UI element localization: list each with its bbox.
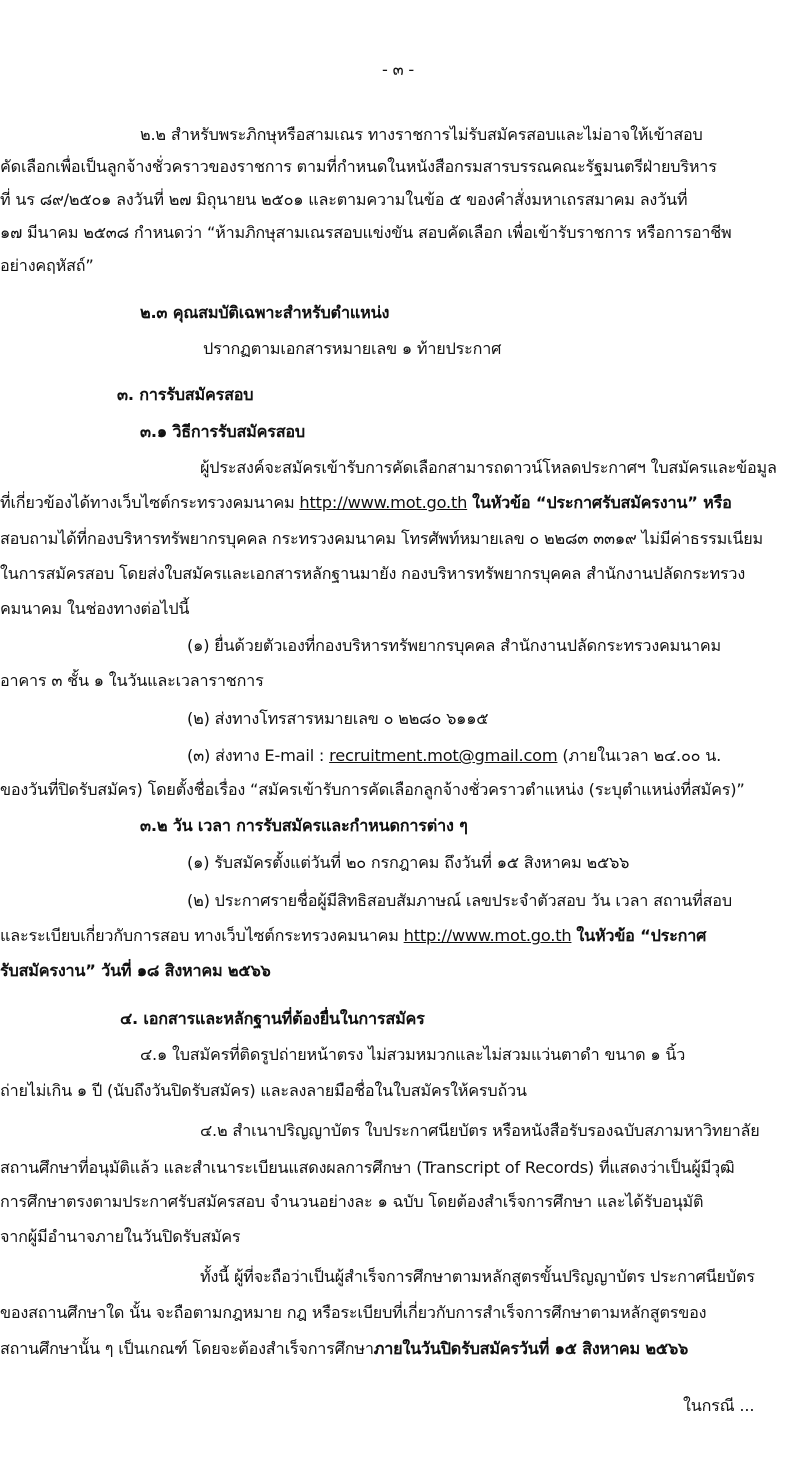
mot-website-link[interactable]: http://www.mot.go.th: [299, 493, 468, 512]
continuation-text: ในกรณี ...: [683, 1396, 755, 1415]
channel-3-line-1: [187, 745, 721, 767]
section-2-2-line-3: ที่ นร ๘๙/๒๕๐๑ ลงวันที่ ๒๗ มิถุนายน ๒๕๐๑ และตามความในข้อ ๕ ของคำสั่งมหาเถรสมาคม ลงวันที่: [0, 190, 688, 209]
section-3-1-para-line-4: ในการสมัครสอบ โดยส่งใบสมัครและเอกสารหลักฐานมายัง กองบริหารทรัพยากรบุคคล สำนักงานปลัดกระทรวง: [0, 564, 746, 583]
text-fragment-bold: ในหัวข้อ “ประกาศ: [576, 926, 707, 945]
section-2-2-line-1: ๒.๒ สำหรับพระภิกษุหรือสามเณร ทางราชการไม่รับสมัครสอบและไม่อาจให้เข้าสอบ: [140, 125, 703, 144]
text-fragment: สถานศึกษานั้น ๆ เป็นเกณฑ์ โดยจะต้องสำเร็จการศึกษา: [0, 1339, 374, 1358]
text-fragment: ที่เกี่ยวข้องได้ทางเว็บไซต์กระทรวงคมนาคม: [0, 493, 295, 512]
section-2-2-line-5: อย่างคฤหัสถ์”: [0, 256, 94, 275]
section-4-heading: ๔. เอกสารและหลักฐานที่ต้องยื่นในการสมัคร: [120, 1009, 425, 1028]
section-3-1-heading: ๓.๑ วิธีการรับสมัครสอบ: [140, 422, 306, 441]
section-4-2-line-3: การศึกษาตรงตามประกาศรับสมัครสอบ จำนวนอย่างละ ๑ ฉบับ โดยต้องสำเร็จการศึกษา และได้รับอนุมัติ: [0, 1192, 704, 1211]
schedule-1: (๑) รับสมัครตั้งแต่วันที่ ๒๐ กรกฎาคม ถึงวันที่ ๑๕ สิงหาคม ๒๕๖๖: [187, 853, 630, 872]
section-2-2-line-4: ๑๗ มีนาคม ๒๕๓๘ กำหนดว่า “ห้ามภิกษุสามเณรสอบแข่งขัน สอบคัดเลือก เพื่อเข้ารับราชการ หรือการอาชีพ: [0, 223, 732, 242]
note-line-2: ของสถานศึกษาใด นั้น จะถือตามกฎหมาย กฎ หรือระเบียบที่เกี่ยวกับการสำเร็จการศึกษาตามหลักสูตรของ: [0, 1303, 707, 1322]
section-3-1-para-line-2: [0, 492, 732, 514]
note-line-1: ทั้งนี้ ผู้ที่จะถือว่าเป็นผู้สำเร็จการศึกษาตามหลักสูตรขั้นปริญญาบัตร ประกาศนียบัตร: [200, 1267, 755, 1286]
page-number: - ๓ -: [382, 60, 415, 79]
text-fragment: (๓) ส่งทาง E-mail :: [187, 746, 325, 765]
deadline-text-bold: ภายในวันปิดรับสมัครวันที่ ๑๕ สิงหาคม ๒๕๖๖: [373, 1339, 689, 1358]
recruitment-email-link[interactable]: recruitment.mot@gmail.com: [329, 746, 558, 765]
schedule-2-line-2: [0, 925, 706, 947]
channel-2: (๒) ส่งทางโทรสารหมายเลข ๐ ๒๒๘๐ ๖๑๑๕: [187, 709, 489, 728]
channel-1-line-2: อาคาร ๓ ชั้น ๑ ในวันและเวลาราชการ: [0, 671, 264, 690]
section-3-1-para-line-5: คมนาคม ในช่องทางต่อไปนี้: [0, 599, 190, 618]
schedule-2-line-3: รับสมัครงาน” วันที่ ๑๘ สิงหาคม ๒๕๖๖: [0, 961, 271, 980]
note-line-3: [0, 1338, 688, 1360]
section-2-3-heading: ๒.๓ คุณสมบัติเฉพาะสำหรับตำแหน่ง: [140, 303, 390, 322]
section-2-3-text: ปรากฏตามเอกสารหมายเลข ๑ ท้ายประกาศ: [203, 339, 502, 358]
schedule-2-line-1: (๒) ประกาศรายชื่อผู้มีสิทธิสอบสัมภาษณ์ เลขประจำตัวสอบ วัน เวลา สถานที่สอบ: [187, 891, 732, 910]
channel-3-line-2: ของวันที่ปิดรับสมัคร) โดยตั้งชื่อเรื่อง “สมัครเข้ารับการคัดเลือกลูกจ้างชั่วคราวตำแหน่ง (ระบุตำแหน่งที่สมัคร)”: [0, 780, 745, 799]
section-4-2-line-4: จากผู้มีอำนาจภายในวันปิดรับสมัคร: [0, 1227, 241, 1246]
section-4-1-line-2: ถ่ายไม่เกิน ๑ ปี (นับถึงวันปิดรับสมัคร) และลงลายมือชื่อในใบสมัครให้ครบถ้วน: [0, 1081, 527, 1100]
mot-website-link[interactable]: http://www.mot.go.th: [403, 926, 572, 945]
section-3-1-para-line-1: ผู้ประสงค์จะสมัครเข้ารับการคัดเลือกสามารถดาวน์โหลดประกาศฯ ใบสมัครและข้อมูล: [200, 458, 777, 477]
section-2-2-line-2: คัดเลือกเพื่อเป็นลูกจ้างชั่วคราวของราชการ ตามที่กำหนดในหนังสือกรมสารบรรณคณะรัฐมนตรีฝ่ายบริหาร: [0, 157, 717, 176]
text-fragment: (ภายในเวลา ๒๔.๐๐ น.: [562, 746, 722, 765]
section-4-2-line-1: ๔.๒ สำเนาปริญญาบัตร ใบประกาศนียบัตร หรือหนังสือรับรองฉบับสภามหาวิทยาลัย: [200, 1121, 760, 1140]
section-3-2-heading: ๓.๒ วัน เวลา การรับสมัครและกำหนดการต่าง ๆ: [140, 816, 468, 835]
text-fragment: และระเบียบเกี่ยวกับการสอบ ทางเว็บไซต์กระทรวงคมนาคม: [0, 926, 399, 945]
section-4-1-line-1: ๔.๑ ใบสมัครที่ติดรูปถ่ายหน้าตรง ไม่สวมหมวกและไม่สวมแว่นตาดำ ขนาด ๑ นิ้ว: [140, 1045, 686, 1064]
section-3-1-para-line-3: สอบถามได้ที่กองบริหารทรัพยากรบุคคล กระทรวงคมนาคม โทรศัพท์หมายเลข ๐ ๒๒๘๓ ๓๓๑๙ ไม่มีค่าธรรมเนียม: [0, 529, 763, 548]
channel-1-line-1: (๑) ยื่นด้วยตัวเองที่กองบริหารทรัพยากรบุคคล สำนักงานปลัดกระทรวงคมนาคม: [187, 636, 721, 655]
section-3-heading: ๓. การรับสมัครสอบ: [117, 385, 254, 404]
section-4-2-line-2: สถานศึกษาที่อนุมัติแล้ว และสำเนาระเบียนแสดงผลการศึกษา (Transcript of Records) ที่แสดงว่าเป็นผู้มีวุฒิ: [0, 1158, 735, 1177]
text-fragment-bold: ในหัวข้อ “ประกาศรับสมัครงาน” หรือ: [472, 493, 732, 512]
